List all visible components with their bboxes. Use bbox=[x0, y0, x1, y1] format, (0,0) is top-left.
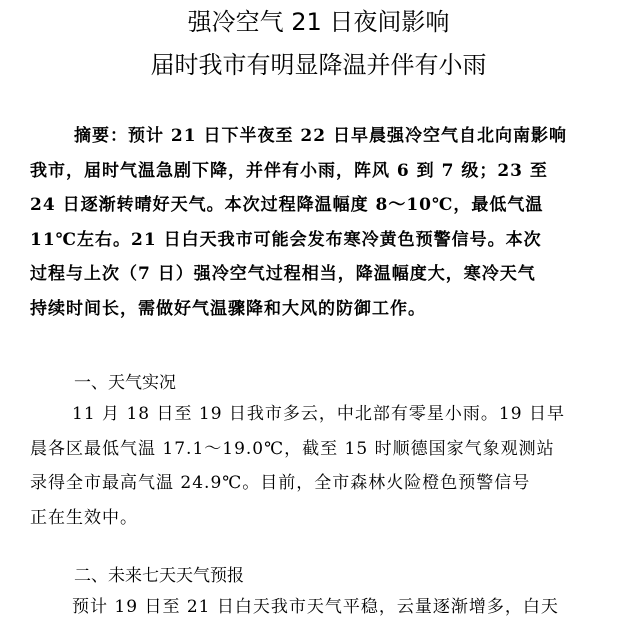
paragraph-line: 录得全市最高气温 24.9℃。目前，全市森林火险橙色预警信号 bbox=[30, 473, 531, 493]
abstract-line: 11℃左右。21 日白天我市可能会发布寒冷黄色预警信号。本次 bbox=[30, 229, 542, 250]
abstract-line: 持续时间长，需做好气温骤降和大风的防御工作。 bbox=[30, 298, 426, 319]
section-heading-weather-observation: 一、天气实况 bbox=[74, 373, 176, 393]
document-title-line-2: 届时我市有明显降温并伴有小雨 bbox=[150, 51, 487, 79]
forecast-paragraph bbox=[30, 590, 620, 625]
abstract-line: 摘要：预计 21 日下半夜至 22 日早晨强冷空气自北向南影响 bbox=[74, 126, 567, 146]
paragraph-line: 预计 19 日至 21 日白天我市天气平稳，云量逐渐增多，白天 bbox=[72, 597, 559, 617]
weather-observation-paragraph bbox=[30, 397, 620, 535]
paragraph-line: 11 月 18 日至 19 日我市多云，中北部有零星小雨。19 日早 bbox=[72, 404, 565, 424]
abstract-line: 我市，届时气温急剧下降，并伴有小雨，阵风 6 到 7 级；23 至 bbox=[30, 160, 548, 181]
abstract-line: 24 日逐渐转晴好天气。本次过程降温幅度 8～10℃，最低气温 bbox=[30, 195, 544, 215]
paragraph-line: 晨各区最低气温 17.1～19.0℃，截至 15 时顺德国家气象观测站 bbox=[30, 438, 555, 459]
abstract-line: 过程与上次（7 日）强冷空气过程相当，降温幅度大，寒冷天气 bbox=[30, 264, 536, 284]
abstract-paragraph bbox=[30, 119, 620, 326]
paragraph-line: 正在生效中。 bbox=[30, 507, 138, 528]
section-heading-seven-day-forecast: 二、未来七天天气预报 bbox=[74, 566, 244, 586]
document-title-line-1: 强冷空气 21 日夜间影响 bbox=[187, 8, 450, 36]
